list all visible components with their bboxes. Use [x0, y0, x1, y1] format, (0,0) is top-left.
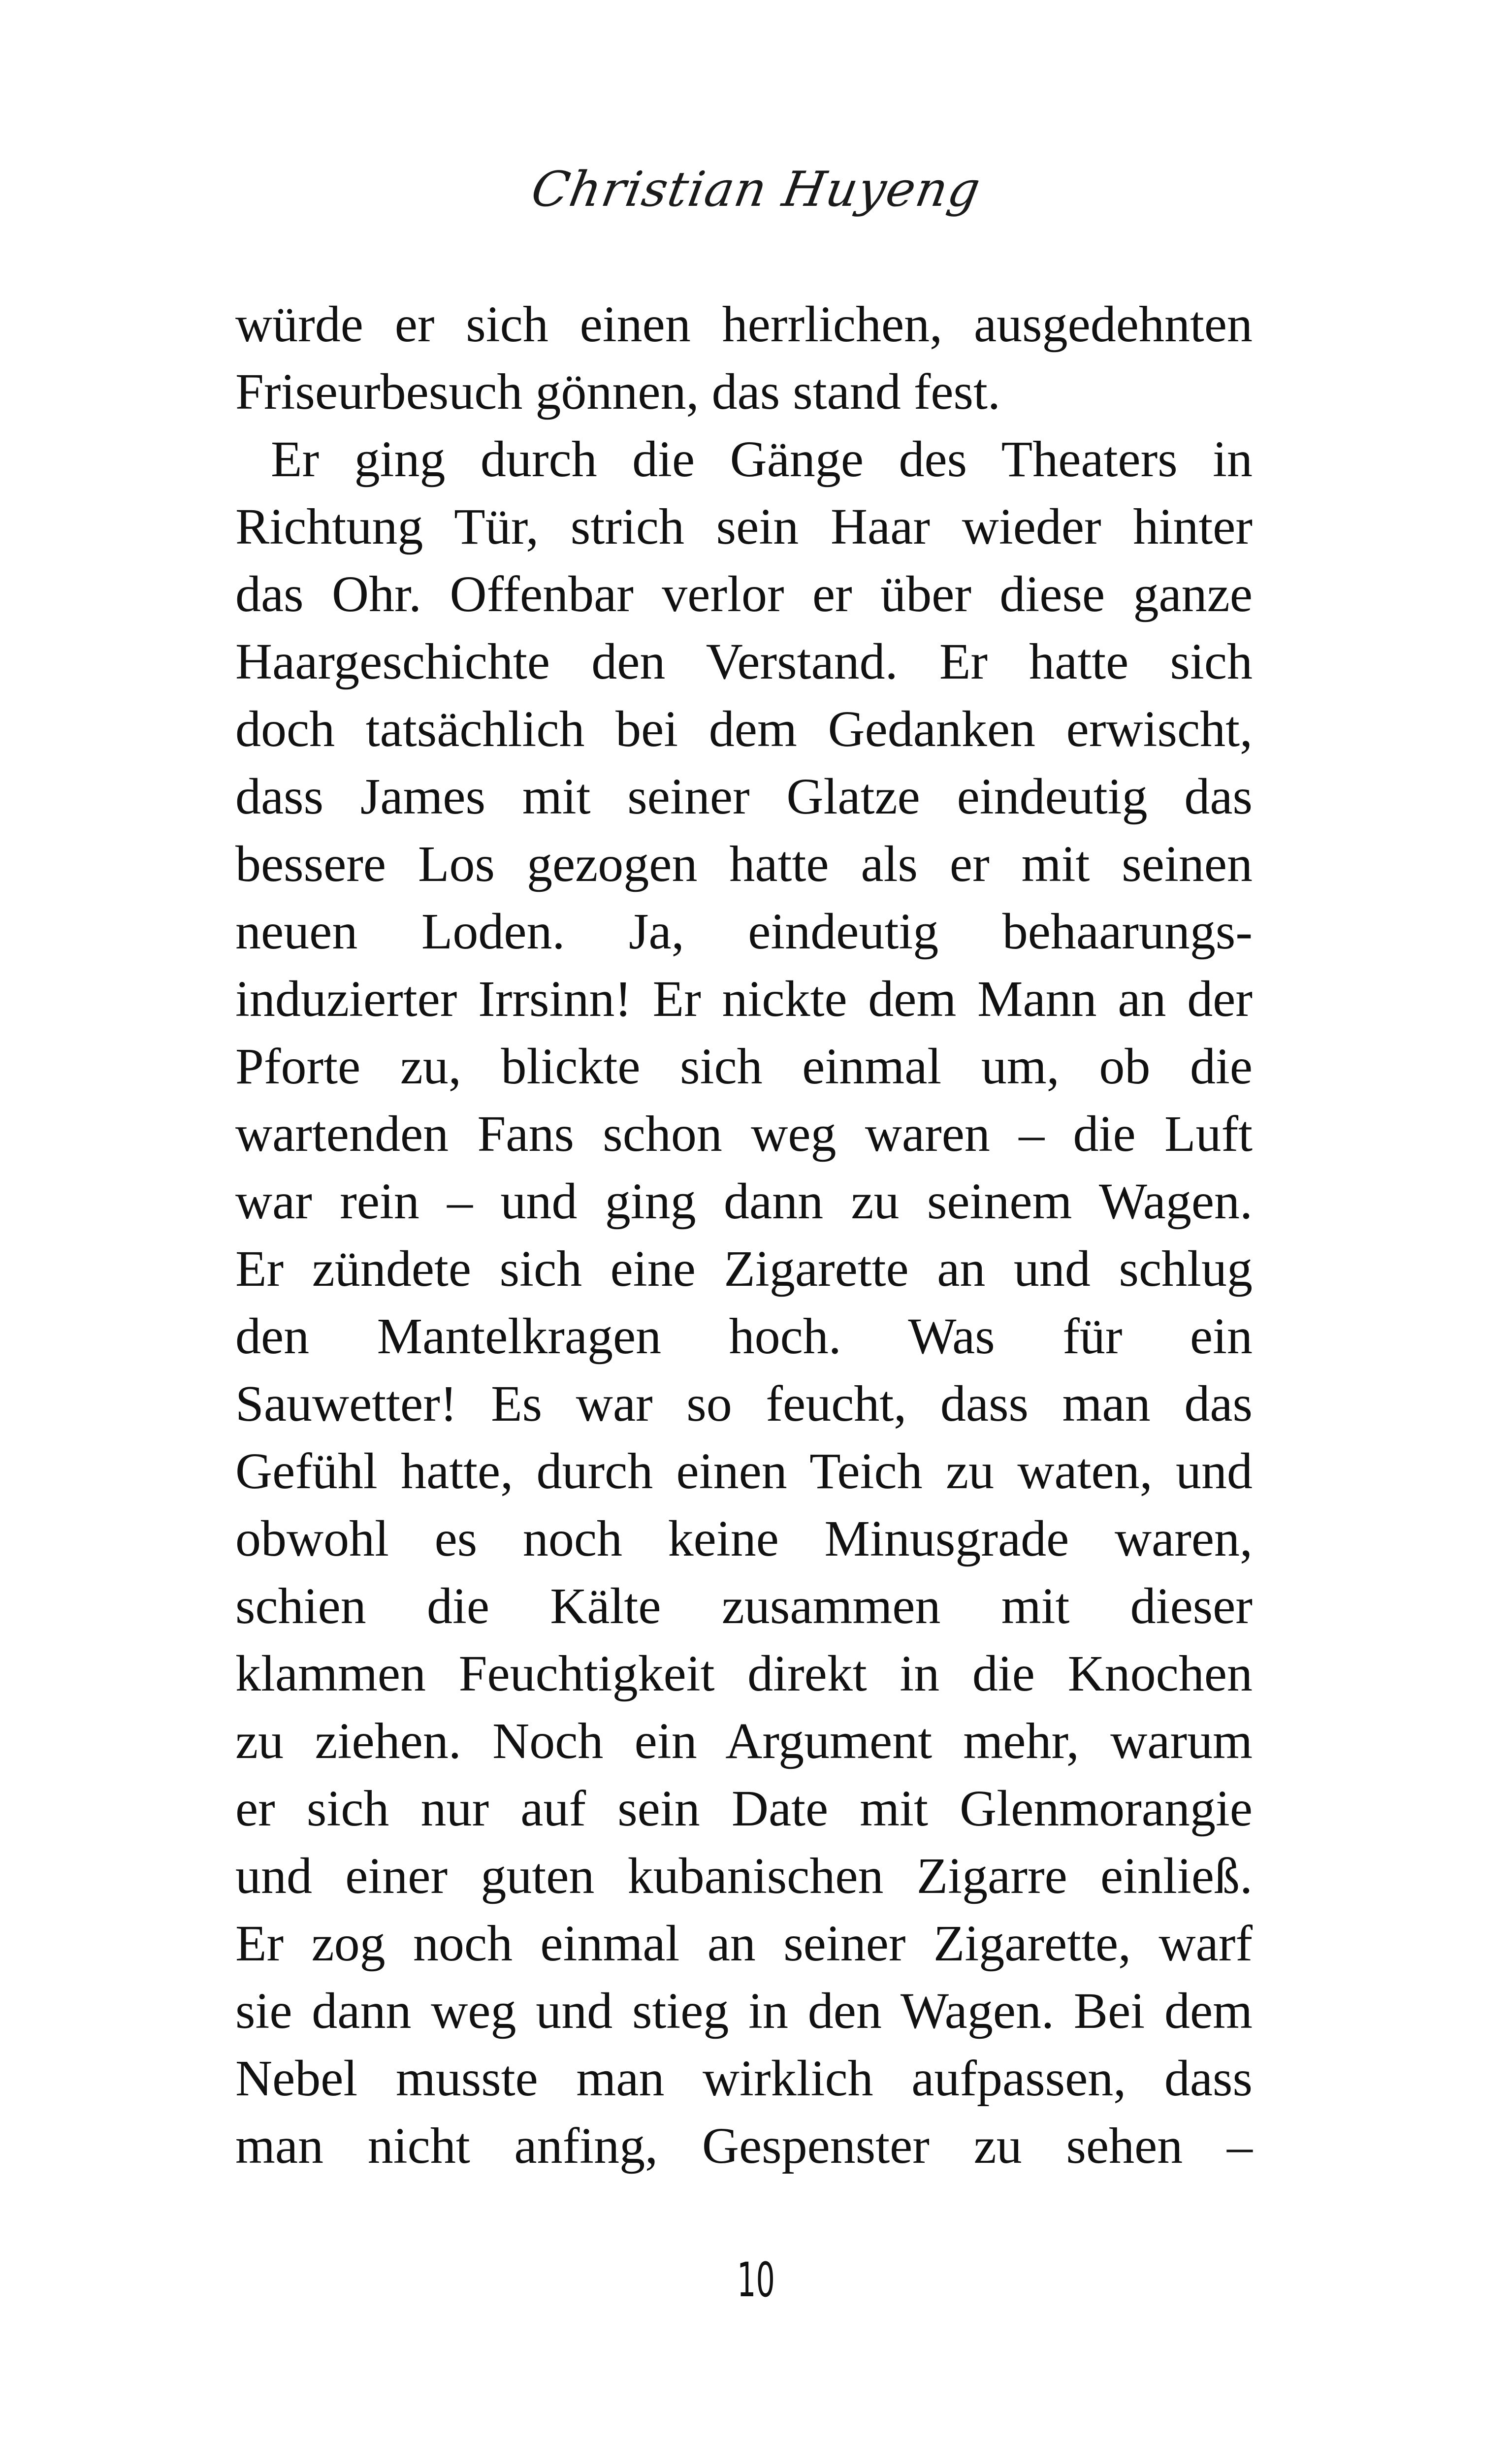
text-line: war rein – und ging dann zu seinem Wagen.: [235, 1173, 1253, 1230]
running-header: [0, 148, 1512, 231]
text-line: Er ging durch die Gänge des Theaters in: [271, 431, 1253, 488]
text-line: neuen Loden. Ja, eindeutig behaarungs-: [235, 903, 1253, 960]
text-line: den Mantelkragen hoch. Was für ein: [235, 1308, 1253, 1365]
text-line: Er zog noch einmal an seiner Zigarette, warf: [235, 1915, 1253, 1972]
page-number: 10: [737, 2252, 775, 2308]
text-line: Haargeschichte den Verstand. Er hatte sich: [235, 633, 1253, 690]
text-line: das Ohr. Offenbar verlor er über diese ganze: [235, 566, 1253, 622]
text-line: bessere Los gezogen hatte als er mit seinen: [235, 836, 1253, 892]
text-line: Pforte zu, blickte sich einmal um, ob die: [235, 1038, 1253, 1095]
text-line: er sich nur auf sein Date mit Glenmorangie: [235, 1780, 1253, 1837]
text-line: man nicht anfing, Gespenster zu sehen –: [235, 2117, 1253, 2174]
text-line: Sauwetter! Es war so feucht, dass man das: [235, 1375, 1253, 1432]
text-line: dass James mit seiner Glatze eindeutig das: [235, 768, 1253, 825]
text-line: schien die Kälte zusammen mit dieser: [235, 1578, 1253, 1634]
text-line: Friseurbesuch gönnen, das stand fest.: [235, 363, 1000, 420]
author-signature: Christian Huyeng: [527, 162, 985, 218]
text-line: Gefühl hatte, durch einen Teich zu waten, und: [235, 1443, 1253, 1499]
text-line: wartenden Fans schon weg waren – die Luft: [235, 1106, 1253, 1162]
text-line: Nebel musste man wirklich aufpassen, dass: [235, 2050, 1253, 2107]
text-line: und einer guten kubanischen Zigarre einließ.: [235, 1848, 1253, 1904]
body-text: [235, 291, 1253, 2180]
text-line: sie dann weg und stieg in den Wagen. Bei dem: [235, 1983, 1253, 2039]
text-line: doch tatsächlich bei dem Gedanken erwischt,: [235, 701, 1253, 757]
text-line: klammen Feuchtigkeit direkt in die Knochen: [235, 1645, 1253, 1702]
text-line: zu ziehen. Noch ein Argument mehr, warum: [235, 1713, 1253, 1769]
text-line: Richtung Tür, strich sein Haar wieder hinter: [235, 498, 1253, 555]
text-line: würde er sich einen herrlichen, ausgedehnten: [235, 296, 1253, 353]
text-line: Er zündete sich eine Zigarette an und schlug: [235, 1240, 1253, 1297]
text-line: induzierter Irrsinn! Er nickte dem Mann an der: [235, 971, 1253, 1027]
text-line: obwohl es noch keine Minusgrade waren,: [235, 1510, 1253, 1567]
